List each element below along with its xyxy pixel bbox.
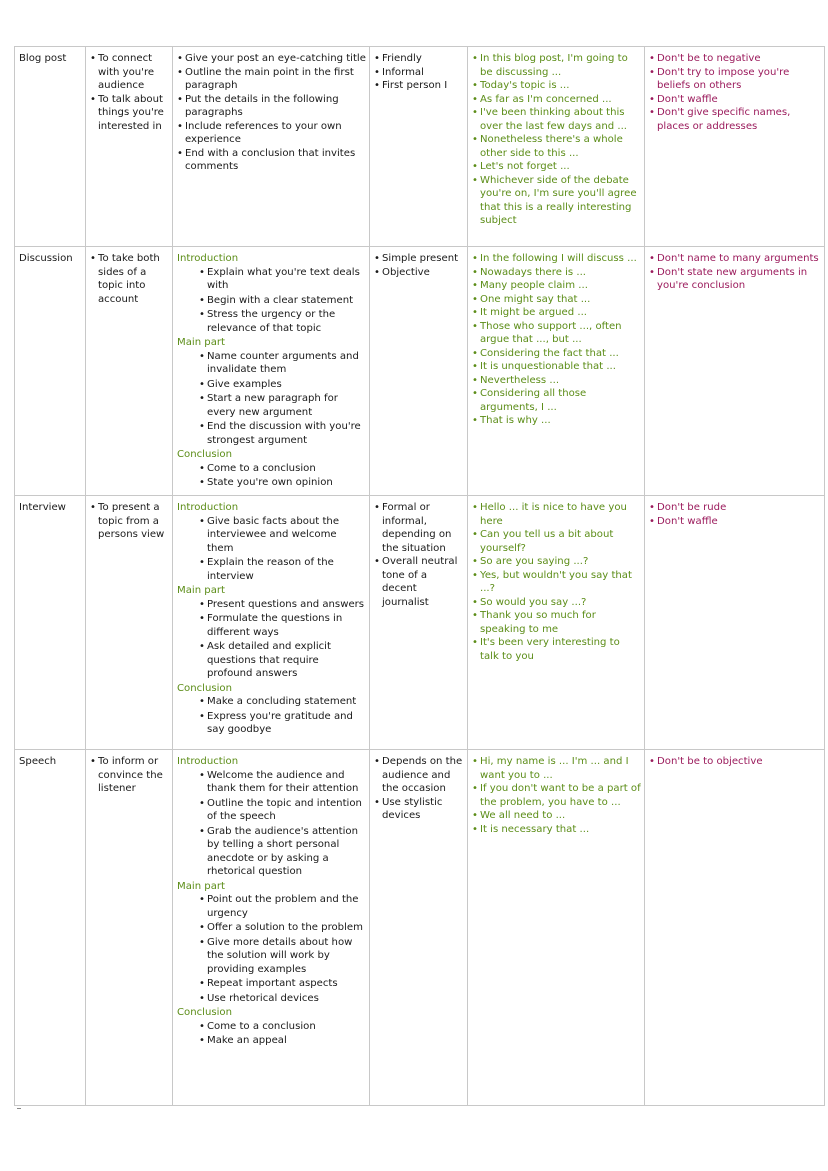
text-type-cell: Interview <box>15 496 86 750</box>
structure-list <box>199 769 366 879</box>
phrase-item: • It might be argued ... <box>472 306 641 320</box>
phrase-item: • Nevertheless ... <box>472 374 641 388</box>
style-item: • Friendly <box>374 52 464 66</box>
structure-section-title: Conclusion <box>177 1007 233 1018</box>
structure-cell <box>173 750 370 1106</box>
structure-list <box>199 462 366 490</box>
structure-item: • Grab the audience's attention by telling a short personal anecdote or by asking a rhetorical question <box>199 825 366 879</box>
structure-section <box>177 336 366 447</box>
phrase-item: • That is why ... <box>472 414 641 428</box>
phrase-list <box>472 755 641 836</box>
structure-section-title: Main part <box>177 585 226 596</box>
structure-list <box>199 893 366 1005</box>
phrases-cell <box>468 247 645 496</box>
purpose-list <box>90 755 169 796</box>
phrase-item: • So are you saying ...? <box>472 555 641 569</box>
structure-cell <box>173 247 370 496</box>
phrase-item: • I've been thinking about this over the last few days and ... <box>472 106 641 133</box>
structure-section <box>177 880 366 1006</box>
phrase-item: • It is necessary that ... <box>472 823 641 837</box>
dont-item: • Don't waffle <box>649 515 821 529</box>
purpose-item: • To connect with you're audience <box>90 52 169 93</box>
structure-item: • Name counter arguments and invalidate them <box>199 350 366 377</box>
dont-list <box>649 501 821 528</box>
phrase-item: • Whichever side of the debate you're on, I'm sure you'll agree that this is a really interesting subject <box>472 174 641 228</box>
structure-item: • Outline the topic and intention of the speech <box>199 797 366 824</box>
style-cell <box>370 47 468 247</box>
purpose-cell <box>86 496 173 750</box>
phrase-item: • It's been very interesting to talk to you <box>472 636 641 663</box>
purpose-cell <box>86 247 173 496</box>
structure-list <box>177 52 366 174</box>
structure-item: • Explain the reason of the interview <box>199 556 366 583</box>
phrase-item: • It is unquestionable that ... <box>472 360 641 374</box>
structure-item: • End with a conclusion that invites comments <box>177 147 366 174</box>
text-types-table <box>14 46 825 1106</box>
purpose-item: • To take both sides of a topic into account <box>90 252 169 306</box>
style-cell <box>370 750 468 1106</box>
structure-section <box>177 448 366 490</box>
style-list <box>374 501 464 609</box>
structure-cell <box>173 47 370 247</box>
structure-item: • Begin with a clear statement <box>199 294 366 308</box>
dont-item: • Don't state new arguments in you're conclusion <box>649 266 821 293</box>
table-row <box>15 247 825 496</box>
structure-cell <box>173 496 370 750</box>
phrase-item: • We all need to ... <box>472 809 641 823</box>
structure-section-title: Conclusion <box>177 682 233 694</box>
purpose-list <box>90 252 169 306</box>
text-type-cell: Discussion <box>15 247 86 496</box>
structure-item: • Explain what you're text deals with <box>199 266 366 293</box>
phrase-list <box>472 252 641 428</box>
style-list <box>374 755 464 823</box>
structure-section-title: Conclusion <box>177 449 233 460</box>
style-item: • Depends on the audience and the occasion <box>374 755 464 796</box>
structure-item: • State you're own opinion <box>199 476 366 490</box>
phrase-item: • Yes, but wouldn't you say that ...? <box>472 569 641 596</box>
structure-item: • Ask detailed and explicit questions that require profound answers <box>199 640 366 681</box>
style-item: • Objective <box>374 266 464 280</box>
structure-item: • Outline the main point in the first paragraph <box>177 66 366 93</box>
structure-item: • Repeat important aspects <box>199 977 366 991</box>
style-list <box>374 252 464 279</box>
structure-item: • Use rhetorical devices <box>199 992 366 1006</box>
phrase-item: • In the following I will discuss ... <box>472 252 641 266</box>
structure-list <box>199 266 366 336</box>
table-row <box>15 750 825 1106</box>
donts-cell <box>645 496 825 750</box>
structure-item: • Stress the urgency or the relevance of that topic <box>199 308 366 335</box>
dont-list <box>649 755 821 769</box>
structure-section <box>177 682 366 737</box>
purpose-list <box>90 52 169 133</box>
style-list <box>374 52 464 93</box>
purpose-cell <box>86 47 173 247</box>
purpose-cell <box>86 750 173 1106</box>
dont-item: • Don't be to objective <box>649 755 821 769</box>
purpose-item: • To inform or convince the listener <box>90 755 169 796</box>
structure-list <box>199 1020 366 1048</box>
structure-item: • Give your post an eye-catching title <box>177 52 366 66</box>
phrase-item: • Let's not forget ... <box>472 160 641 174</box>
style-item: • Formal or informal, depending on the situation <box>374 501 464 555</box>
phrase-item: • Hello ... it is nice to have you here <box>472 501 641 528</box>
structure-item: • Put the details in the following paragraphs <box>177 93 366 120</box>
purpose-item: • To present a topic from a persons view <box>90 501 169 542</box>
text-types-table-sheet <box>14 46 824 1106</box>
dont-item: • Don't waffle <box>649 93 821 107</box>
dont-item: • Don't be to negative <box>649 52 821 66</box>
structure-item: • Give basic facts about the interviewee and welcome them <box>199 515 366 556</box>
structure-list <box>199 515 366 584</box>
phrases-cell <box>468 47 645 247</box>
style-cell <box>370 496 468 750</box>
table-row <box>15 47 825 247</box>
phrase-item: • Today's topic is ... <box>472 79 641 93</box>
style-item: • Overall neutral tone of a decent journalist <box>374 555 464 609</box>
structure-section <box>177 584 366 681</box>
donts-cell <box>645 47 825 247</box>
phrase-item: • Considering all those arguments, I ... <box>472 387 641 414</box>
donts-cell <box>645 750 825 1106</box>
text-type-cell: Speech <box>15 750 86 1106</box>
phrase-item: • As far as I'm concerned ... <box>472 93 641 107</box>
structure-section-title: Introduction <box>177 756 239 767</box>
structure-item: • Offer a solution to the problem <box>199 921 366 935</box>
structure-section <box>177 755 366 879</box>
structure-item: • End the discussion with you're strongest argument <box>199 420 366 447</box>
structure-item: • Point out the problem and the urgency <box>199 893 366 920</box>
structure-item: • Include references to your own experience <box>177 120 366 147</box>
structure-item: • Come to a conclusion <box>199 1020 366 1034</box>
structure-list <box>199 695 366 737</box>
style-cell <box>370 247 468 496</box>
dont-list <box>649 52 821 133</box>
style-item: • Informal <box>374 66 464 80</box>
structure-item: • Start a new paragraph for every new argument <box>199 392 366 419</box>
structure-section <box>177 1006 366 1048</box>
phrase-item: • Nowadays there is ... <box>472 266 641 280</box>
structure-item: • Express you're gratitude and say goodbye <box>199 710 366 737</box>
phrases-cell <box>468 496 645 750</box>
structure-item: • Make a concluding statement <box>199 695 366 709</box>
dont-item: • Don't try to impose you're beliefs on others <box>649 66 821 93</box>
phrase-list <box>472 501 641 663</box>
structure-section-title: Introduction <box>177 253 239 264</box>
style-item: • Use stylistic devices <box>374 796 464 823</box>
structure-item: • Formulate the questions in different ways <box>199 612 366 639</box>
text-type-cell: Blog post <box>15 47 86 247</box>
page-mark <box>17 1108 21 1109</box>
phrase-item: • Considering the fact that ... <box>472 347 641 361</box>
structure-section-title: Introduction <box>177 502 239 513</box>
structure-list <box>199 598 366 681</box>
phrase-item: • Can you tell us a bit about yourself? <box>472 528 641 555</box>
phrase-item: • Hi, my name is ... I'm ... and I want you to ... <box>472 755 641 782</box>
structure-item: • Present questions and answers <box>199 598 366 612</box>
structure-section-title: Main part <box>177 337 226 348</box>
purpose-list <box>90 501 169 542</box>
phrase-item: • So would you say ...? <box>472 596 641 610</box>
style-item: • Simple present <box>374 252 464 266</box>
phrase-item: • If you don't want to be a part of the problem, you have to ... <box>472 782 641 809</box>
phrases-cell <box>468 750 645 1106</box>
table-row <box>15 496 825 750</box>
phrase-item: • One might say that ... <box>472 293 641 307</box>
dont-list <box>649 252 821 293</box>
style-item: • First person I <box>374 79 464 93</box>
structure-section <box>177 252 366 335</box>
phrase-item: • Those who support ..., often argue that ..., but ... <box>472 320 641 347</box>
structure-item: • Make an appeal <box>199 1034 366 1048</box>
phrase-item: • Many people claim ... <box>472 279 641 293</box>
dont-item: • Don't give specific names, places or addresses <box>649 106 821 133</box>
structure-item: • Come to a conclusion <box>199 462 366 476</box>
structure-list <box>199 350 366 448</box>
phrase-item: • Thank you so much for speaking to me <box>472 609 641 636</box>
dont-item: • Don't be rude <box>649 501 821 515</box>
structure-section-title: Main part <box>177 880 226 892</box>
donts-cell <box>645 247 825 496</box>
dont-item: • Don't name to many arguments <box>649 252 821 266</box>
structure-item: • Give more details about how the solution will work by providing examples <box>199 936 366 977</box>
purpose-item: • To talk about things you're interested in <box>90 93 169 134</box>
structure-section <box>177 501 366 583</box>
phrase-list <box>472 52 641 228</box>
phrase-item: • In this blog post, I'm going to be discussing ... <box>472 52 641 79</box>
structure-item: • Give examples <box>199 378 366 392</box>
structure-item: • Welcome the audience and thank them for their attention <box>199 769 366 796</box>
phrase-item: • Nonetheless there's a whole other side to this ... <box>472 133 641 160</box>
